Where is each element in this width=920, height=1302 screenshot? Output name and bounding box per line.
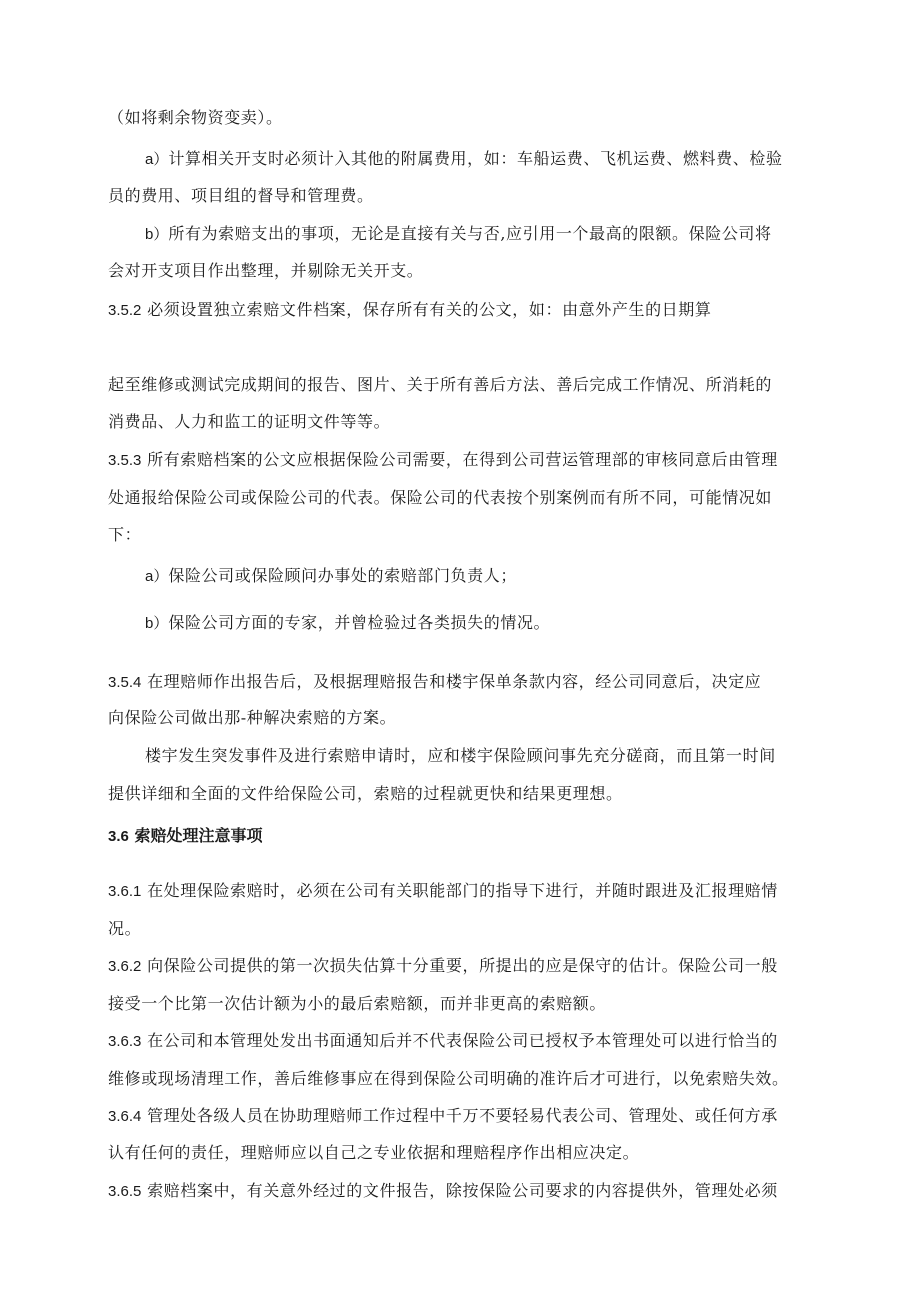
paragraph-line: 况。 — [108, 919, 142, 938]
section-3-6-2: 3.6.2 向保险公司提供的第一次损失估算十分重要，所提出的应是保守的估计。保险公司一般 — [108, 956, 778, 975]
section-3-6-5: 3.6.5 索赔档案中，有关意外经过的文件报告，除按保险公司要求的内容提供外，管理处必须 — [108, 1181, 778, 1200]
section-3-6-4: 3.6.4 管理处各级人员在协助理赔师工作过程中千万不要轻易代表公司、管理处、或任何方承 — [108, 1106, 778, 1125]
section-3-6-3: 3.6.3 在公司和本管理处发出书面通知后并不代表保险公司已授权予本管理处可以进行恰当的 — [108, 1031, 778, 1050]
section-number: 3.6.1 — [108, 883, 142, 900]
list-item-a: a）计算相关开支时必须计入其他的附属费用，如：车船运费、飞机运费、燃料费、检验 — [145, 149, 783, 168]
list-item-b: b）保险公司方面的专家，并曾检验过各类损失的情况。 — [145, 613, 551, 632]
paragraph-line: 消费品、人力和监工的证明文件等等。 — [108, 412, 391, 431]
section-number: 3.5.3 — [108, 452, 142, 469]
paragraph-line: 提供详细和全面的文件给保险公司，索赔的过程就更快和结果更理想。 — [108, 784, 623, 803]
paragraph-line: 楼宇发生突发事件及进行索赔申请时，应和楼宇保险顾问事先充分磋商，而且第一时间 — [145, 746, 776, 765]
section-number: 3.6.5 — [108, 1183, 142, 1200]
paragraph-line: 处通报给保险公司或保险公司的代表。保险公司的代表按个别案例而有所不同，可能情况如 — [108, 488, 773, 507]
paragraph-line: 下： — [108, 525, 142, 544]
list-item-a: a）保险公司或保险顾问办事处的索赔部门负责人； — [145, 566, 517, 585]
section-heading-3-6: 3.6 索赔处理注意事项 — [108, 826, 263, 845]
paragraph-line: 员的费用、项目组的督导和管理费。 — [108, 186, 374, 205]
section-number: 3.6 — [108, 828, 129, 845]
section-number: 3.6.3 — [108, 1033, 142, 1050]
list-marker: b） — [145, 226, 169, 243]
paragraph-line: 向保险公司做出那-种解决索赔的方案。 — [108, 708, 397, 727]
paragraph-line: 维修或现场清理工作，善后维修事应在得到保险公司明确的准许后才可进行，以免索赔失效。 — [108, 1069, 789, 1088]
list-marker: b） — [145, 615, 169, 632]
list-marker: a） — [145, 568, 169, 585]
paragraph-line: （如将剩余物资变卖）。 — [108, 108, 283, 127]
list-item-b: b）所有为索赔支出的事项，无论是直接有关与否,应引用一个最高的限额。保险公司将 — [145, 224, 772, 243]
section-number: 3.5.4 — [108, 674, 142, 691]
section-3-6-1: 3.6.1 在处理保险索赔时，必须在公司有关职能部门的指导下进行，并随时跟进及汇报理赔情 — [108, 881, 778, 900]
paragraph-line: 接受一个比第一次估计额为小的最后索赔额，而并非更高的索赔额。 — [108, 994, 607, 1013]
section-number: 3.6.4 — [108, 1108, 142, 1125]
section-3-5-2: 3.5.2 必须设置独立索赔文件档案，保存所有有关的公文，如：由意外产生的日期算 — [108, 300, 712, 319]
section-number: 3.5.2 — [108, 302, 142, 319]
section-3-5-4: 3.5.4 在理赔师作出报告后，及根据理赔报告和楼宇保单条款内容，经公司同意后，决定应 — [108, 672, 762, 691]
section-3-5-3: 3.5.3 所有索赔档案的公文应根据保险公司需要，在得到公司营运管理部的审核同意后由管理 — [108, 450, 778, 469]
paragraph-line: 起至维修或测试完成期间的报告、图片、关于所有善后方法、善后完成工作情况、所消耗的 — [108, 375, 773, 394]
section-number: 3.6.2 — [108, 958, 142, 975]
paragraph-line: 认有任何的责任，理赔师应以自己之专业依据和理赔程序作出相应决定。 — [108, 1143, 640, 1162]
list-marker: a） — [145, 151, 169, 168]
paragraph-line: 会对开支项目作出整理，并剔除无关开支。 — [108, 261, 424, 280]
